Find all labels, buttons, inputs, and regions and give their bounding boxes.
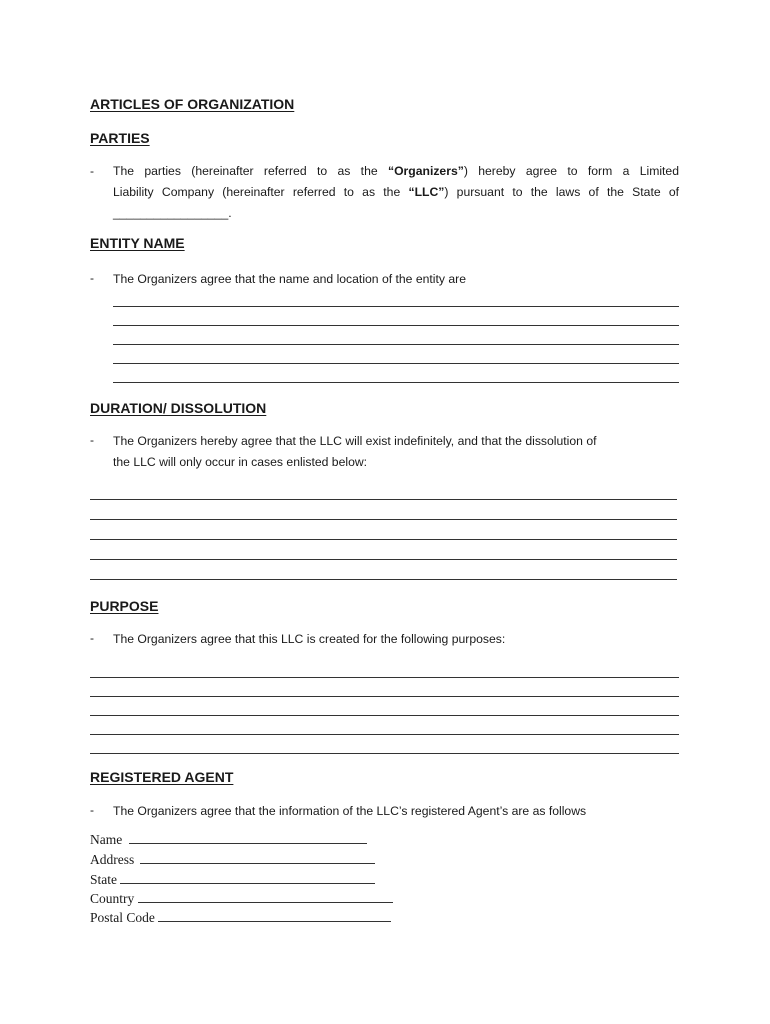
section-heading-purpose: PURPOSE [90, 598, 159, 614]
agent-postal-code-label: Postal Code [90, 910, 155, 925]
agent-name-label: Name [90, 832, 123, 847]
section-heading-entity-name: ENTITY NAME [90, 235, 185, 251]
agent-address-blank[interactable] [140, 852, 375, 864]
entity-blank-line[interactable] [113, 325, 679, 326]
agent-postal-code-row [90, 910, 391, 926]
dissolution-blank-line[interactable] [90, 579, 677, 580]
entity-blank-line[interactable] [113, 382, 679, 383]
parties-text: Liability Company (hereinafter referred to as the [113, 185, 409, 199]
purpose-blank-line[interactable] [90, 696, 679, 697]
agent-name-row [90, 832, 367, 848]
agent-state-label: State [90, 872, 117, 887]
entity-blank-line[interactable] [113, 363, 679, 364]
bullet-dash: - [90, 271, 94, 285]
agent-country-label: Country [90, 891, 135, 906]
agent-address-row [90, 852, 375, 868]
section-heading-registered-agent: REGISTERED AGENT [90, 769, 234, 785]
entity-name-text: The Organizers agree that the name and location of the entity are [113, 272, 466, 286]
dissolution-blank-line[interactable] [90, 499, 677, 500]
agent-postal-code-blank[interactable] [158, 910, 391, 922]
purpose-blank-line[interactable] [90, 753, 679, 754]
parties-text: ) pursuant to the laws of the State of [444, 185, 680, 199]
purpose-blank-line[interactable] [90, 715, 679, 716]
agent-state-blank[interactable] [120, 872, 375, 884]
agent-country-row [90, 891, 393, 907]
organizers-term: “Organizers” [387, 164, 464, 178]
registered-agent-text: The Organizers agree that the information of the LLC’s registered Agent’s are as follows [113, 804, 587, 818]
entity-blank-line[interactable] [113, 344, 679, 345]
purpose-text: The Organizers agree that this LLC is created for the following purposes: [113, 632, 506, 646]
agent-country-blank[interactable] [138, 891, 393, 903]
section-heading-parties: PARTIES [90, 130, 150, 146]
duration-line-2: the LLC will only occur in cases enlisted below: [113, 455, 368, 469]
agent-state-row [90, 872, 375, 888]
purpose-blank-line[interactable] [90, 677, 679, 678]
parties-line-1 [113, 161, 679, 182]
bullet-dash: - [90, 164, 94, 178]
dissolution-blank-line[interactable] [90, 539, 677, 540]
agent-address-label: Address [90, 852, 135, 867]
section-heading-duration: DURATION/ DISSOLUTION [90, 400, 267, 416]
agent-name-blank[interactable] [129, 832, 367, 844]
bullet-dash: - [90, 803, 94, 817]
dissolution-blank-line[interactable] [90, 519, 677, 520]
purpose-blank-line[interactable] [90, 734, 679, 735]
dissolution-blank-line[interactable] [90, 559, 677, 560]
document-title: ARTICLES OF ORGANIZATION [90, 96, 295, 112]
entity-blank-line[interactable] [113, 306, 679, 307]
parties-text: ) hereby agree to form a Limited [463, 164, 679, 178]
parties-line-2 [113, 182, 679, 203]
parties-text: The parties (hereinafter referred to as the [113, 164, 388, 178]
bullet-dash: - [90, 631, 94, 645]
duration-line-1: The Organizers hereby agree that the LLC will exist indefinitely, and that the dissolution of [113, 434, 597, 448]
llc-term: “LLC” [408, 185, 445, 199]
state-blank[interactable]: _________________. [113, 206, 232, 220]
bullet-dash: - [90, 433, 94, 447]
